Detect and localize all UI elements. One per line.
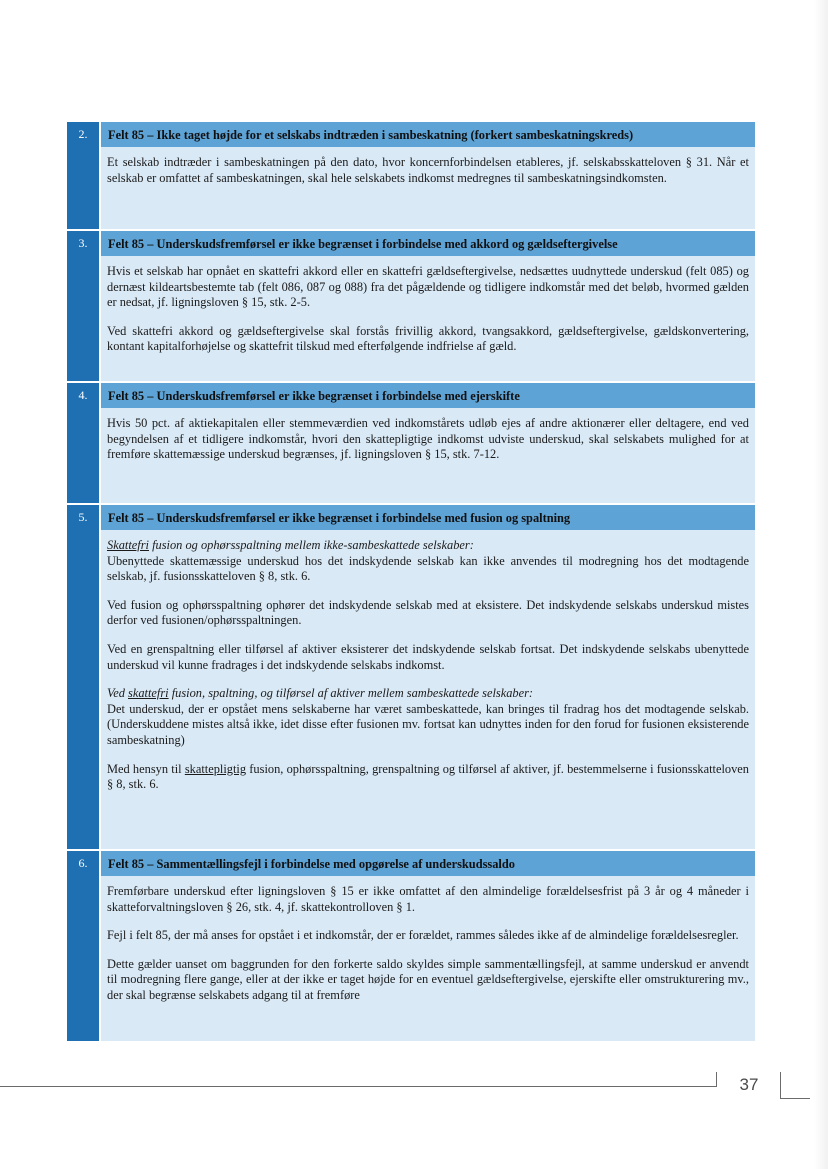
section-content bbox=[101, 122, 755, 229]
section-title: Felt 85 – Ikke taget højde for et selskabs indtræden i sambeskatning (forkert sambeskatningskreds) bbox=[101, 122, 755, 147]
section-row bbox=[67, 383, 755, 503]
subheading-paragraph bbox=[107, 538, 749, 585]
paragraph: Hvis et selskab har opnået en skattefri akkord eller en skattefri gældseftergivelse, nedsættes uudnyttede underskud (felt 085) og dernæst kildeartsbestemte tab (felt 086, 087 og 088) fra det pågældende og tidligere indkomstår med det beløb, hvormed gælden er nedsat, jf. ligningsloven § 15, stk. 2-5. bbox=[107, 264, 749, 310]
section-content bbox=[101, 851, 755, 1041]
subheading-text: fusion og ophørsspaltning mellem ikke-sambeskattede selskaber: bbox=[148, 538, 474, 552]
section-number: 3. bbox=[67, 231, 101, 381]
underlined-term: skattefri bbox=[128, 686, 169, 701]
paragraph: Dette gælder uanset om baggrunden for den forkerte saldo skyldes simple sammentællingsfejl, at samme underskud er anvendt til modregning flere gange, eller at der ikke er taget højde for en eventuel gældseftergivelse, ejerskifte eller omstrukturering mv., der skal begrænse selskabets adgang til at fremføre bbox=[107, 956, 749, 1002]
section-number: 4. bbox=[67, 383, 101, 503]
page-number: 37 bbox=[739, 1075, 759, 1094]
paragraph-text: Det underskud, der er opstået mens selskaberne har været sambeskattede, kan bringes til fradrag hos det modtagende selskab. (Underskuddene mistes altså ikke, idet disse efter fusionen mv. fortsat kan udnyttes inden for den forud for fusionen eksisterende sambeskatning) bbox=[107, 701, 749, 747]
paragraph bbox=[107, 762, 749, 793]
sections-table bbox=[67, 122, 755, 1041]
footer-rule bbox=[0, 1086, 716, 1087]
paragraph: Ved fusion og ophørsspaltning ophører det indskydende selskab med at eksistere. Det indskydende selskabs underskud mistes derfor ved fusionen/ophørsspaltningen. bbox=[107, 597, 749, 628]
section-title: Felt 85 – Sammentællingsfejl i forbindelse med opgørelse af underskudssaldo bbox=[101, 851, 755, 876]
subheading-text: fusion, spaltning, og tilførsel af aktiver mellem sambeskattede selskaber: bbox=[168, 686, 534, 701]
paragraph: Fejl i felt 85, der må anses for opstået i et indkomstår, der er forældet, rammes således ikke af de almindelige forældelsesregler. bbox=[107, 928, 739, 943]
paragraph-text: Med hensyn til bbox=[107, 761, 185, 776]
footer-rule bbox=[780, 1072, 781, 1099]
section-title: Felt 85 – Underskudsfremførsel er ikke begrænset i forbindelse med ejerskifte bbox=[101, 383, 755, 408]
section-number: 5. bbox=[67, 505, 101, 849]
page-edge bbox=[814, 0, 828, 1169]
section-content bbox=[101, 231, 755, 381]
paragraph: Et selskab indtræder i sambeskatningen på den dato, hvor koncernforbindelsen etableres, jf. selskabsskatteloven § 31. Når et selskab er omfattet af sambeskatningen, skal hele selskabets indkomst medregnes til sambeskatningsindkomsten. bbox=[107, 155, 749, 185]
section-content bbox=[101, 383, 755, 503]
section-number: 2. bbox=[67, 122, 101, 229]
section-row bbox=[67, 231, 755, 381]
section-title: Felt 85 – Underskudsfremførsel er ikke begrænset i forbindelse med fusion og spaltning bbox=[101, 505, 755, 530]
section-number: 6. bbox=[67, 851, 101, 1041]
underlined-term: skattepligtig bbox=[184, 761, 247, 776]
subheading-text: Ved bbox=[107, 686, 128, 701]
paragraph: Fremførbare underskud efter ligningsloven § 15 er ikke omfattet af den almindelige forældelsesfrist på 3 år og 4 måneder i skatteforvaltningsloven § 26, stk. 4, jf. skattekontrolloven § 1. bbox=[107, 884, 749, 914]
subheading bbox=[107, 538, 474, 552]
paragraph-text: fusion, ophørsspaltning, grenspaltning og tilførsel af aktiver, jf. bestemmelserne i fusionsskatteloven § 8, stk. 6. bbox=[107, 761, 749, 792]
section-row bbox=[67, 122, 755, 229]
paragraph: Ved skattefri akkord og gældseftergivelse skal forstås frivillig akkord, tvangsakkord, gældseftergivelse, gældskonvertering, kontant kapitalforhøjelse og skattefrit tilskud med efterfølgende indfrielse af gæld. bbox=[107, 323, 749, 354]
underlined-term: Skattefri bbox=[107, 538, 149, 552]
footer-rule bbox=[780, 1098, 810, 1099]
section-row bbox=[67, 505, 755, 849]
section-title: Felt 85 – Underskudsfremførsel er ikke begrænset i forbindelse med akkord og gældseftergivelse bbox=[101, 231, 755, 256]
subheading-paragraph bbox=[107, 686, 749, 748]
footer-rule bbox=[716, 1072, 717, 1087]
paragraph-text: Ubenyttede skattemæssige underskud hos det indskydende selskab kan ikke anvendes til modregning hos det modtagende selskab, jf. fusionsskatteloven § 8, stk. 6. bbox=[107, 553, 749, 584]
section-content bbox=[101, 505, 755, 849]
paragraph: Ved en grenspaltning eller tilførsel af aktiver eksisterer det indskydende selskab fortsat. Det indskydende selskabs ubenyttede underskud vil kunne fradrages i det indskydende selskabs indkomst. bbox=[107, 641, 749, 672]
paragraph: Hvis 50 pct. af aktiekapitalen eller stemmeværdien ved indkomstårets udløb ejes af andre aktionærer eller deltagere, end ved begyndelsen af et tidligere indkomstår, hvori den skattepligtige indkomst udviste underskud, skal selskabets mulighed for at fremføre skattemæssige underskud begrænses, jf. ligningsloven § 15, stk. 7-12. bbox=[107, 416, 749, 462]
subheading bbox=[107, 686, 533, 700]
section-row bbox=[67, 851, 755, 1041]
